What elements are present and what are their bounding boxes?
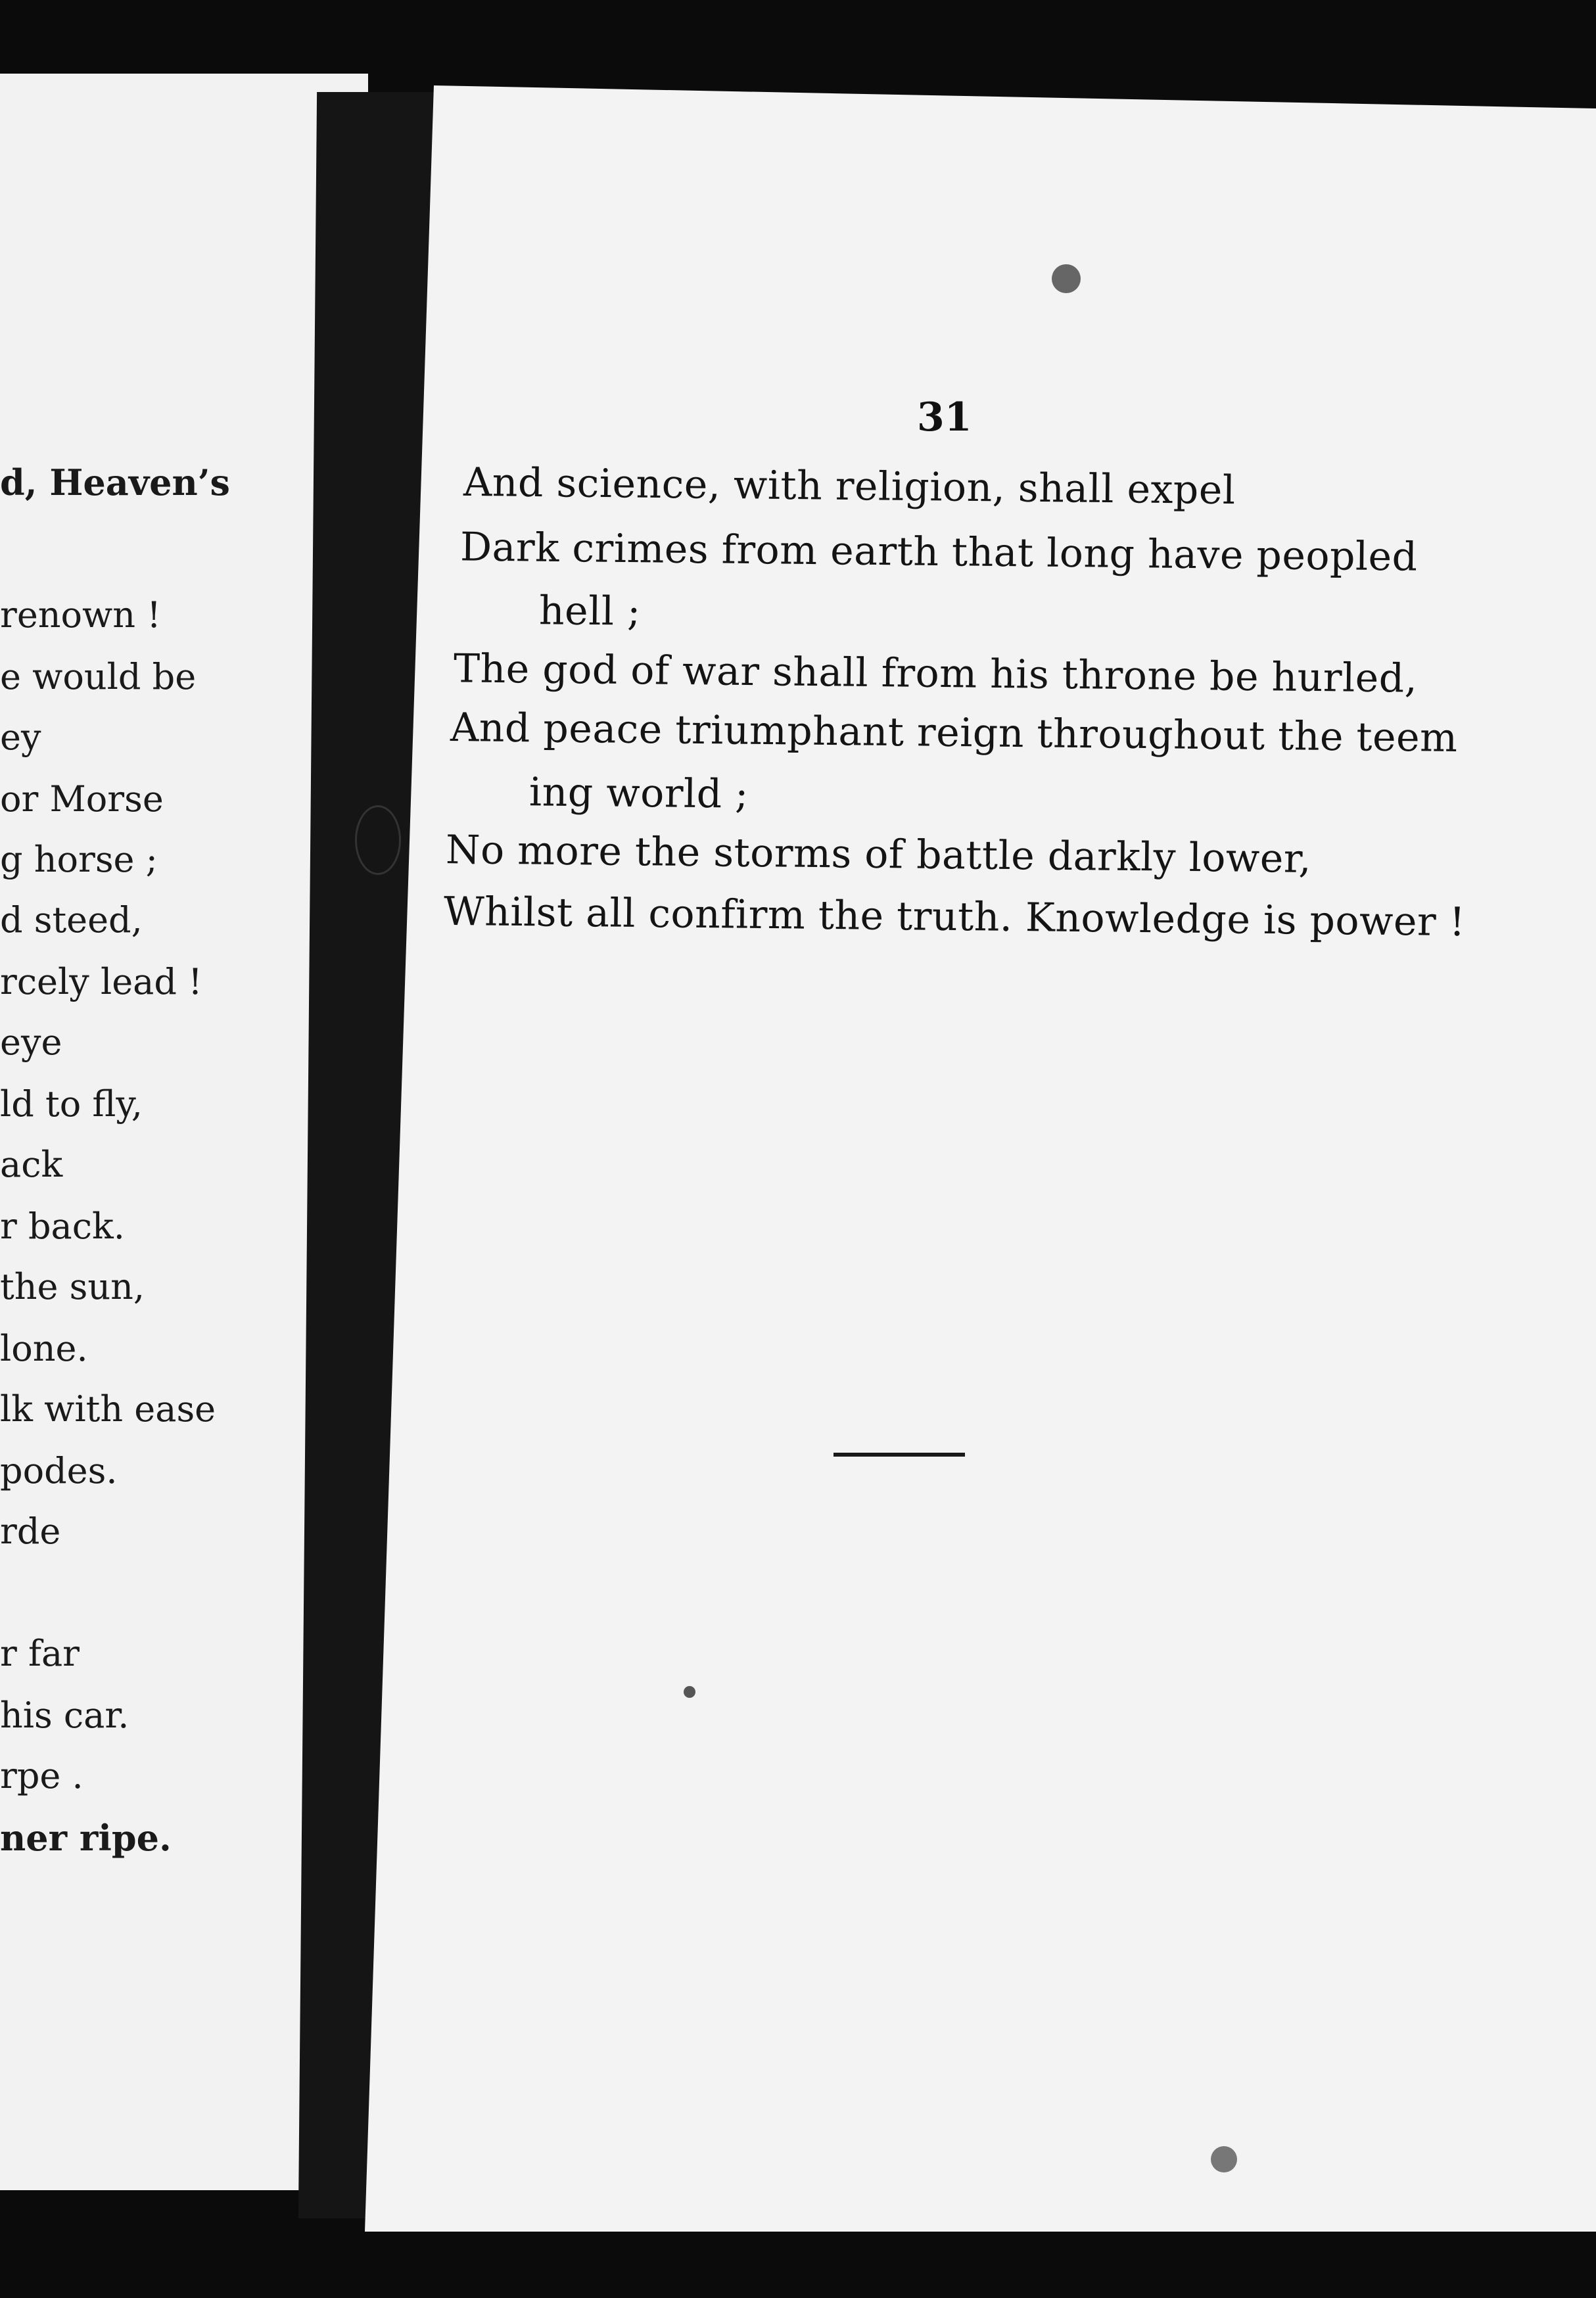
poem-line: And peace triumphant reign throughout the teem — [450, 704, 1458, 762]
poem-line: And science, with religion, shall expel — [463, 459, 1236, 514]
ink-spot — [1211, 2146, 1237, 2172]
left-line: ld to fly, — [0, 1083, 143, 1125]
poem-line: The god of war shall from his throne be hurled, — [453, 645, 1418, 702]
poem-line: Whilst all confirm the truth. Knowledge is power ! — [443, 888, 1466, 946]
left-line: rde — [0, 1511, 61, 1552]
left-line: podes. — [0, 1450, 118, 1491]
ink-spot — [684, 1686, 695, 1698]
ink-spot — [1052, 264, 1081, 293]
poem-line: No more the storms of battle darkly lower, — [445, 827, 1312, 882]
left-line: eye — [0, 1021, 62, 1063]
left-line: r back. — [0, 1206, 125, 1247]
left-line: rcely lead ! — [0, 961, 202, 1002]
section-divider — [833, 1453, 965, 1457]
left-line: d steed, — [0, 899, 143, 941]
left-line: ack — [0, 1144, 63, 1185]
left-line: or Morse — [0, 778, 164, 820]
left-line: his car. — [0, 1695, 129, 1736]
left-line: d, Heaven’s — [0, 461, 230, 504]
binding-ring — [355, 805, 401, 875]
left-line: e would be — [0, 656, 197, 697]
left-line: the sun, — [0, 1266, 145, 1307]
poem-line: hell ; — [538, 588, 642, 635]
left-line: renown ! — [0, 594, 161, 636]
left-line: ner ripe. — [0, 1817, 172, 1859]
left-line: lk with ease — [0, 1388, 216, 1430]
poem-line: Dark crimes from earth that long have peopled — [459, 524, 1418, 580]
poem-line: ing world ; — [528, 769, 749, 818]
left-line: ey — [0, 716, 41, 758]
left-line: r far — [0, 1633, 80, 1674]
left-line: rpe . — [0, 1755, 83, 1796]
right-page — [365, 85, 1596, 2232]
left-line: lone. — [0, 1328, 88, 1369]
left-line: g horse ; — [0, 839, 158, 880]
page-number: 31 — [917, 394, 972, 440]
